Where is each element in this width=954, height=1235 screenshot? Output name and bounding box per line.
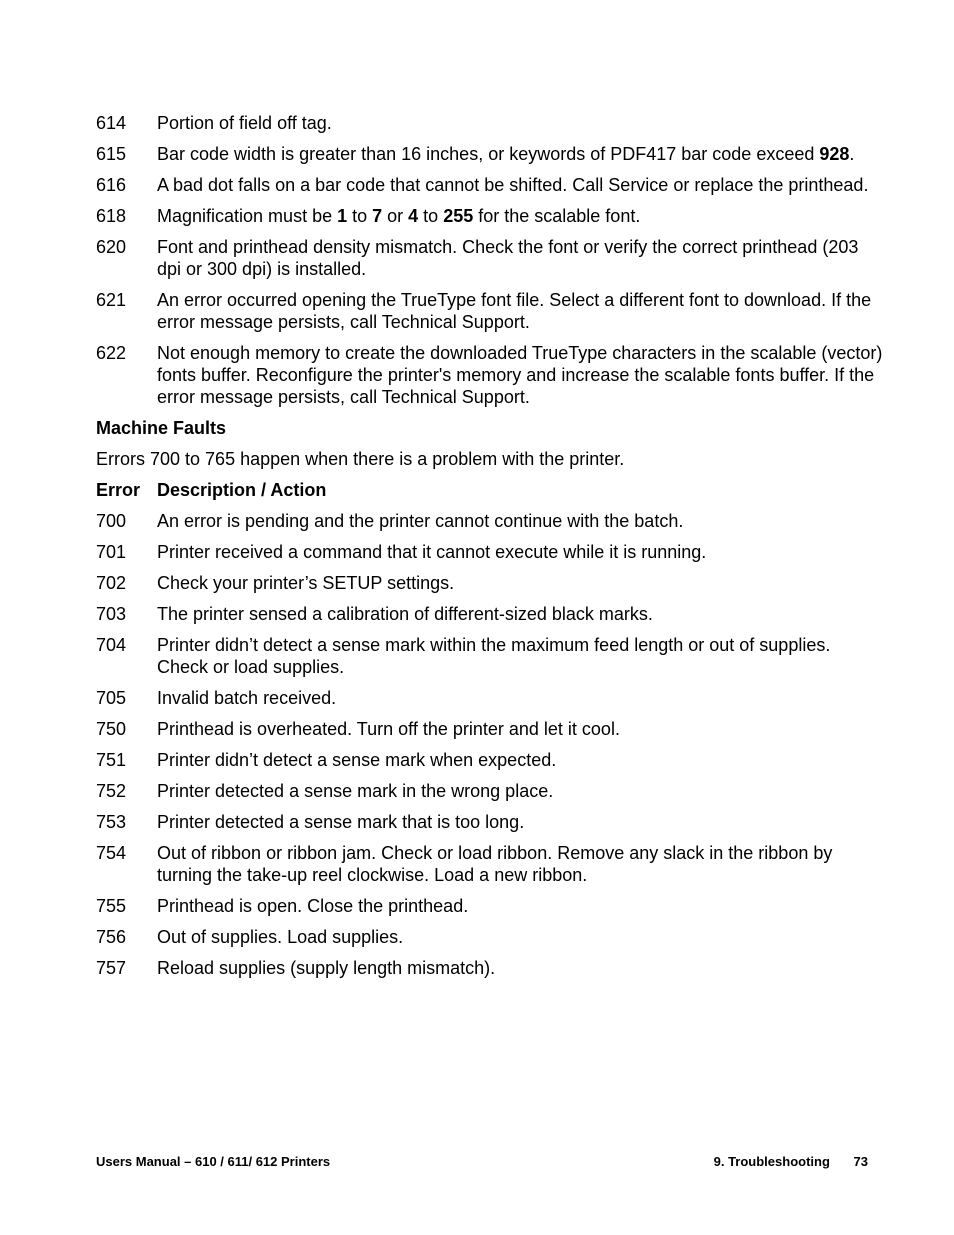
description-text: Not enough memory to create the downloaded TrueType characters in the scalable (vector) fonts buffer. Reconfigure the printer's memory and increase the scalable fonts buffer. If the error message persists, call Technical Support. (157, 343, 883, 407)
error-description: Printhead is overheated. Turn off the printer and let it cool. (157, 719, 620, 739)
error-code: 622 (96, 343, 127, 363)
description-text: or (382, 206, 409, 226)
error-description: Check your printer’s SETUP settings. (157, 573, 455, 593)
description-text: Portion of field off tag. (157, 113, 332, 133)
section-intro: Errors 700 to 765 happen when there is a problem with the printer. (96, 449, 625, 469)
error-description (157, 289, 886, 333)
description-text: to (347, 206, 373, 226)
error-code: 703 (96, 604, 127, 624)
error-description: Printer didn’t detect a sense mark when expected. (157, 750, 557, 770)
error-row (96, 342, 886, 408)
error-row (96, 143, 886, 165)
error-description (157, 236, 886, 280)
error-code: 615 (96, 144, 127, 164)
error-row (96, 236, 886, 280)
error-row (96, 842, 886, 886)
error-row (96, 687, 886, 709)
footer-page-number: 73 (853, 1154, 868, 1169)
error-row (96, 718, 886, 740)
description-text: for the scalable font. (473, 206, 641, 226)
error-description: Printer didn’t detect a sense mark within the maximum feed length or out of supplies. Check or load supplies. (157, 635, 831, 677)
footer-right (694, 1154, 868, 1169)
emphasis-value: 928 (819, 144, 850, 164)
error-row (96, 289, 886, 333)
error-code: 702 (96, 573, 127, 593)
error-row (96, 174, 886, 196)
error-description (157, 342, 886, 408)
error-row (96, 780, 886, 802)
error-description: Printer detected a sense mark in the wrong place. (157, 781, 554, 801)
error-row (96, 572, 886, 594)
error-description: Printer received a command that it cannot execute while it is running. (157, 542, 707, 562)
error-row (96, 749, 886, 771)
error-description: Reload supplies (supply length mismatch). (157, 958, 496, 978)
error-code: 755 (96, 896, 127, 916)
error-code: 618 (96, 206, 127, 226)
error-code: 621 (96, 290, 127, 310)
table-header (96, 479, 886, 501)
error-code: 700 (96, 511, 127, 531)
error-row (96, 926, 886, 948)
error-description: Printhead is open. Close the printhead. (157, 896, 469, 916)
error-code: 753 (96, 812, 127, 832)
error-code: 701 (96, 542, 127, 562)
error-row (96, 895, 886, 917)
page-footer (96, 1154, 868, 1169)
error-code: 616 (96, 175, 127, 195)
description-text: to (418, 206, 444, 226)
error-code: 614 (96, 113, 127, 133)
error-code: 620 (96, 237, 127, 257)
emphasis-value: 1 (337, 206, 348, 226)
error-row (96, 541, 886, 563)
error-code: 754 (96, 843, 127, 863)
description-text: . (849, 144, 855, 164)
error-description (157, 174, 886, 196)
description-text: Font and printhead density mismatch. Check the font or verify the correct printhead (203 dpi or 300 dpi) is installed. (157, 237, 859, 279)
description-text: Magnification must be (157, 206, 338, 226)
emphasis-value: 4 (408, 206, 419, 226)
error-description (157, 205, 886, 227)
error-code: 705 (96, 688, 127, 708)
emphasis-value: 7 (372, 206, 383, 226)
emphasis-value: 255 (443, 206, 474, 226)
column-header-error: Error (96, 480, 141, 500)
error-description: Invalid batch received. (157, 688, 337, 708)
description-text: A bad dot falls on a bar code that cannot be shifted. Call Service or replace the printhead. (157, 175, 869, 195)
column-header-description: Description / Action (157, 480, 327, 500)
error-row (96, 205, 886, 227)
error-description (157, 143, 886, 165)
error-row (96, 957, 886, 979)
description-text: Bar code width is greater than 16 inches, or keywords of PDF417 bar code exceed (157, 144, 820, 164)
error-list-600s (96, 112, 886, 408)
error-code: 756 (96, 927, 127, 947)
error-code: 751 (96, 750, 127, 770)
error-code: 757 (96, 958, 127, 978)
error-description: Out of supplies. Load supplies. (157, 927, 404, 947)
section-heading: Machine Faults (96, 418, 227, 438)
description-text: An error occurred opening the TrueType font file. Select a different font to download. If the error message persists, call Technical Support. (157, 290, 872, 332)
error-code: 704 (96, 635, 127, 655)
error-row (96, 634, 886, 678)
footer-chapter: 9. Troubleshooting (713, 1154, 830, 1169)
error-description: Out of ribbon or ribbon jam. Check or load ribbon. Remove any slack in the ribbon by turning the take-up reel clockwise. Load a new ribbon. (157, 843, 833, 885)
error-description: The printer sensed a calibration of different-sized black marks. (157, 604, 653, 624)
error-row (96, 603, 886, 625)
error-description (157, 112, 886, 134)
error-code: 752 (96, 781, 127, 801)
footer-manual-title: Users Manual – 610 / 611/ 612 Printers (96, 1154, 331, 1169)
error-row (96, 112, 886, 134)
error-list-700s (96, 510, 886, 979)
error-row (96, 811, 886, 833)
error-code: 750 (96, 719, 127, 739)
error-description: Printer detected a sense mark that is too long. (157, 812, 525, 832)
error-description: An error is pending and the printer cannot continue with the batch. (157, 511, 684, 531)
error-row (96, 510, 886, 532)
page-content (96, 112, 886, 988)
